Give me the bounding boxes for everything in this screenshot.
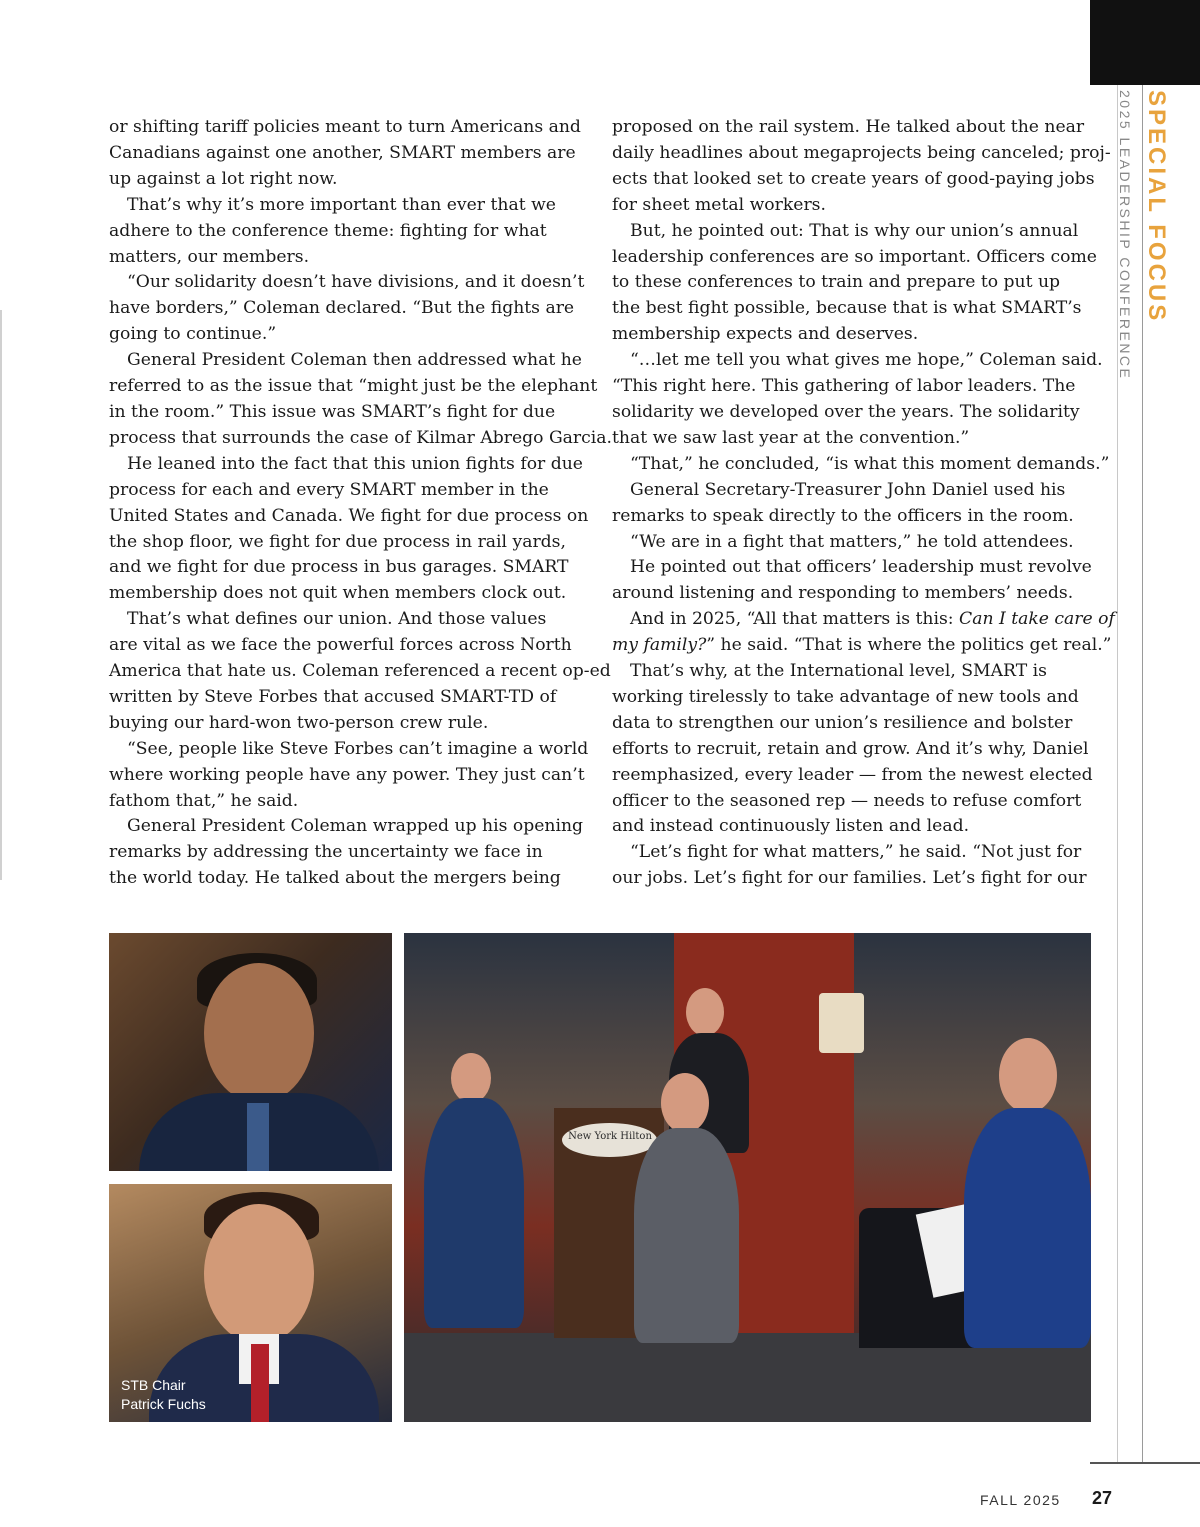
section-label: SPECIAL FOCUS [1143,90,1170,324]
text-line: referred to as the issue that “might just be the elephant [109,376,598,397]
text-line: That’s why it’s more important than ever that we [127,194,556,215]
text-line: for sheet metal workers. [612,194,826,215]
text-line: He leaned into the fact that this union fights for due [127,453,583,474]
text-line: buying our hard-won two-person crew rule. [109,712,489,733]
text-line: around listening and responding to members’ needs. [612,583,1074,604]
text-line: and we fight for due process in bus garages. SMART [109,557,569,578]
photo-caption [121,1376,206,1414]
text-line: United States and Canada. We fight for due process on [109,505,589,526]
italic-quote: my family? [612,635,707,656]
text-line: adhere to the conference theme: fighting for what [109,220,547,241]
text-line: are vital as we face the powerful forces across North [109,635,572,656]
page-number: 27 [1092,1488,1113,1508]
photo-face [204,963,314,1103]
photo-person-center [634,1128,739,1343]
text-line: “Let’s fight for what matters,” he said. “Not just for [630,842,1082,863]
text-line: “See, people like Steve Forbes can’t imagine a world [127,738,589,759]
photo-person-right [964,1108,1091,1348]
text-line: matters, our members. [109,246,310,267]
text-line: going to continue.” [109,324,277,345]
text-line: daily headlines about megaprojects being canceled; proj- [612,142,1111,163]
text-line: proposed on the rail system. He talked about the near [612,117,1085,137]
text-run: ” he said. “That is where the politics get real.” [706,635,1112,656]
text-line: up against a lot right now. [109,168,338,189]
text-line: America that hate us. Coleman referenced a recent op-ed [109,661,611,682]
caption-name: Patrick Fuchs [121,1396,206,1412]
footer-issue: FALL 2025 [980,1492,1061,1508]
footer-rule [1090,1462,1200,1464]
article-right-column [612,115,1115,892]
text-line [612,633,1112,659]
text-line: officer to the seasoned rep — needs to refuse comfort [612,790,1082,811]
photo-wall-lamp [819,993,864,1053]
text-line: But, he pointed out: That is why our union’s annual [630,220,1079,241]
text-line: General President Coleman wrapped up his opening [127,816,584,837]
text-line: ects that looked set to create years of good-paying jobs [612,168,1095,189]
text-line: the shop floor, we fight for due process in rail yards, [109,531,566,552]
photo-person-head [686,988,724,1036]
photo-person-left [424,1098,524,1328]
photo-person-head [999,1038,1057,1113]
text-line [612,607,1115,633]
photo-tie [247,1103,269,1171]
photo-person-head [451,1053,491,1103]
text-line: “…let me tell you what gives me hope,” Coleman said. [630,350,1103,371]
photo-tie [251,1344,269,1422]
text-line: “This right here. This gathering of labor leaders. The [612,376,1076,397]
text-line: to these conferences to train and prepare to put up [612,272,1061,293]
text-line: fathom that,” he said. [109,790,299,811]
text-line: or shifting tariff policies meant to turn Americans and [109,117,581,137]
text-line: that we saw last year at the convention.” [612,427,970,448]
text-line: remarks by addressing the uncertainty we face in [109,842,543,863]
italic-quote: Can I take care of [959,609,1115,630]
text-line: He pointed out that officers’ leadership must revolve [630,557,1092,578]
text-line: in the room.” This issue was SMART’s fight for due [109,401,556,422]
text-line: membership expects and deserves. [612,324,919,345]
text-line: have borders,” Coleman declared. “But the fights are [109,298,575,319]
conference-stage-photo [404,933,1091,1422]
text-line: “That,” he concluded, “is what this moment demands.” [630,453,1110,474]
text-line: the world today. He talked about the mergers being [109,868,561,889]
text-line: remarks to speak directly to the officers in the room. [612,505,1074,526]
podium-sign-text: New York Hilton [568,1131,652,1142]
text-line: where working people have any power. They just can’t [109,764,585,785]
text-line: “We are in a fight that matters,” he told attendees. [630,531,1074,552]
text-line: our jobs. Let’s fight for our families. Let’s fight for our [612,868,1087,889]
text-line: working tirelessly to take advantage of new tools and [612,686,1079,707]
text-line: written by Steve Forbes that accused SMART-TD of [109,686,557,707]
text-line: General President Coleman then addressed what he [127,350,582,371]
text-line: That’s why, at the International level, SMART is [630,661,1047,682]
text-line: “Our solidarity doesn’t have divisions, and it doesn’t [127,272,585,293]
text-line: and instead continuously listen and lead. [612,816,970,837]
text-line: process for each and every SMART member in the [109,479,549,500]
text-run: And in 2025, “All that matters is this: [630,609,960,630]
text-line: General Secretary-Treasurer John Daniel used his [630,479,1066,500]
text-line: the best fight possible, because that is what SMART’s [612,298,1082,319]
text-line: membership does not quit when members clock out. [109,583,567,604]
text-line: leadership conferences are so important. Officers come [612,246,1097,267]
text-line: That’s what defines our union. And those values [127,609,547,630]
text-line: process that surrounds the case of Kilmar Abrego Garcia. [109,427,612,448]
photo-person-head [661,1073,709,1133]
portrait-photo-speaker [109,933,392,1171]
article-left-column [109,115,612,892]
page-edge-mark [0,310,2,880]
subsection-label: 2025 LEADERSHIP CONFERENCE [1117,90,1133,381]
portrait-photo-stb-chair [109,1184,392,1422]
text-line: data to strengthen our union’s resilience and bolster [612,712,1073,733]
text-line: Canadians against one another, SMART members are [109,142,576,163]
photo-face [204,1204,314,1344]
text-line: solidarity we developed over the years. The solidarity [612,401,1080,422]
text-line: efforts to recruit, retain and grow. And it’s why, Daniel [612,738,1089,759]
text-line: reemphasized, every leader — from the newest elected [612,764,1093,785]
sidebar-black-block [1090,0,1200,85]
caption-title: STB Chair [121,1377,186,1393]
